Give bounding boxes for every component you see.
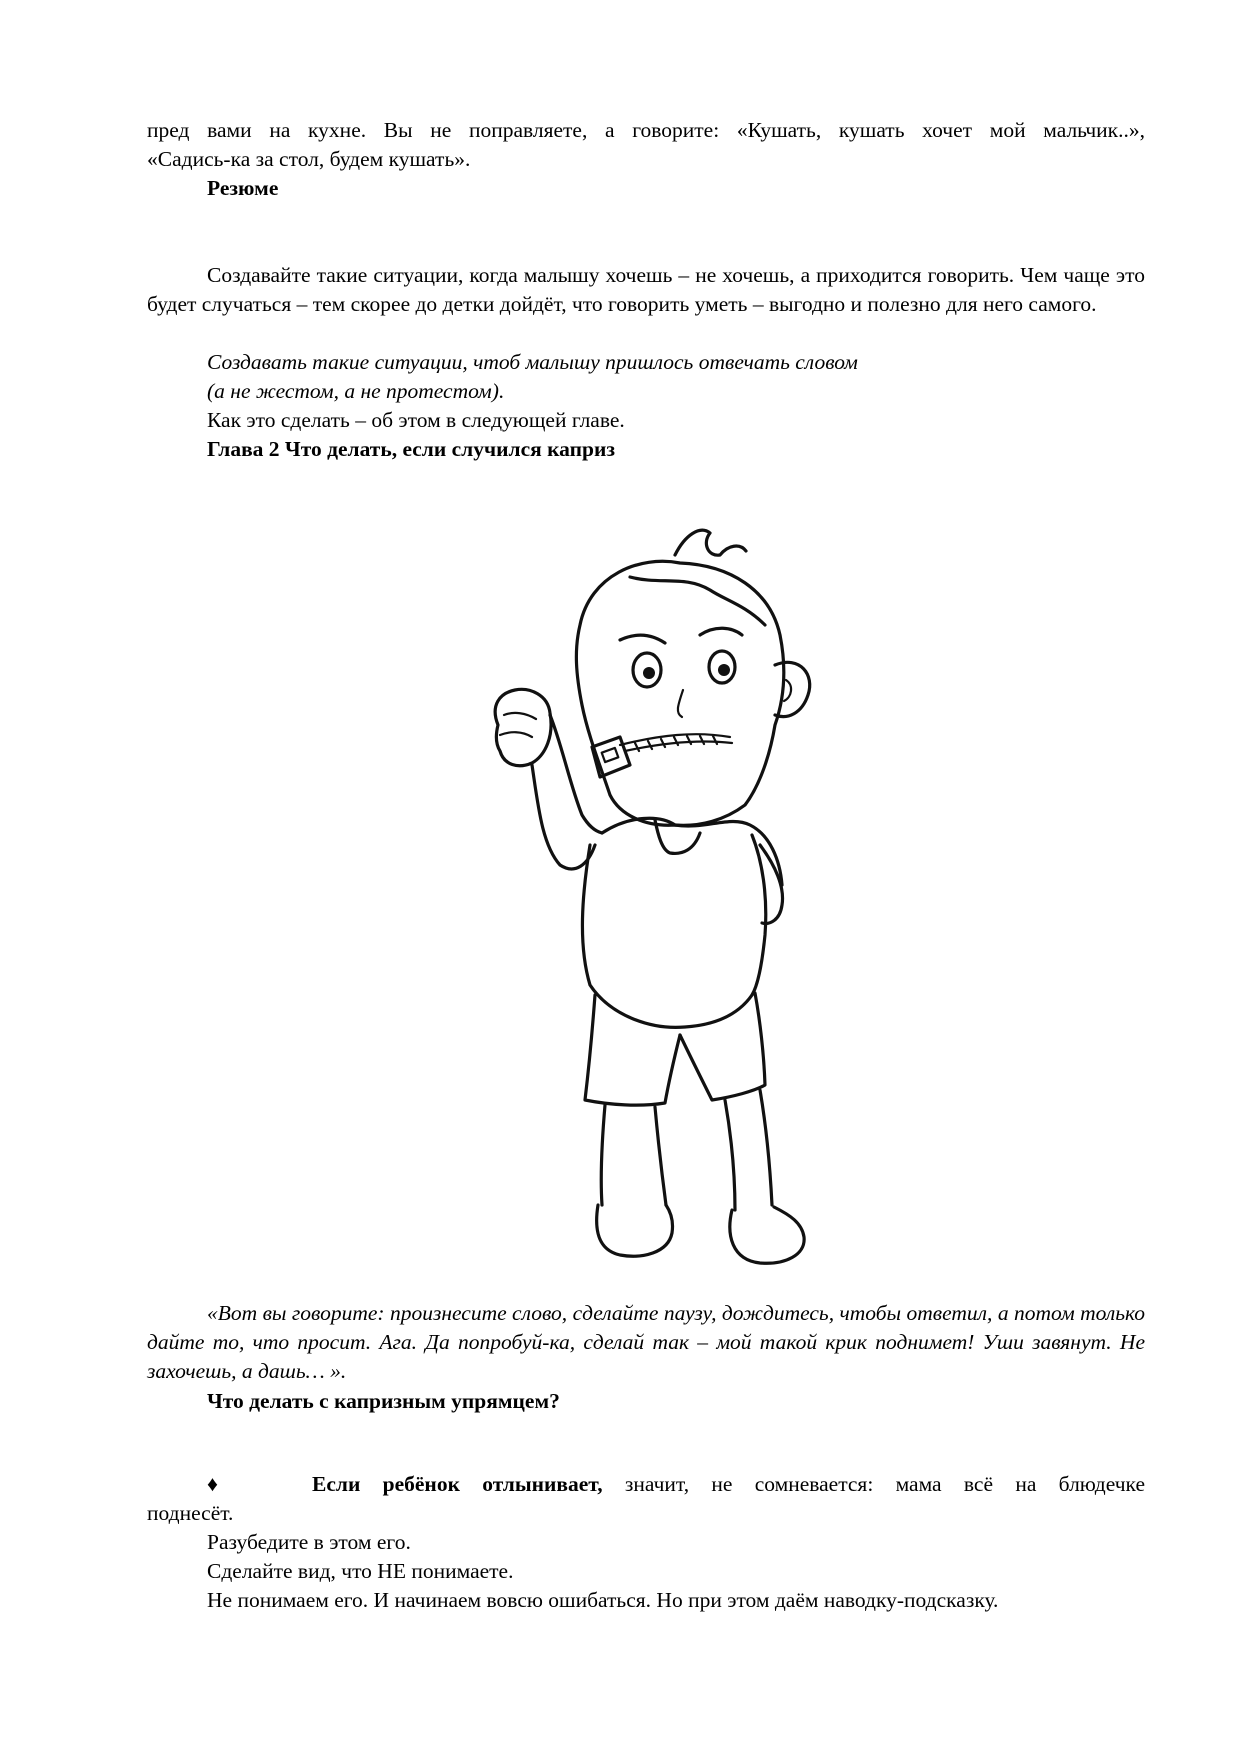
boy-with-zipped-mouth-icon (470, 515, 840, 1295)
next-chapter-line: Как это сделать – об этом в следующей главе. (207, 408, 625, 432)
bullet-bold-text: Если ребёнок отлынивает, (312, 1472, 603, 1496)
bullet-rest-text: значит, не сомневается: мама всё на блюдечке (602, 1472, 1145, 1496)
chapter-heading: Глава 2 Что делать, если случился каприз (207, 437, 616, 461)
bullet-line (312, 1470, 1145, 1499)
bullet-continuation: поднесёт. (147, 1501, 234, 1525)
line-convince: Разубедите в этом его. (207, 1530, 411, 1554)
bullet-diamond: ♦ (207, 1472, 218, 1496)
resume-paragraph: Создавайте такие ситуации, когда малышу хочешь – не хочешь, а приходится говорить. Чем чаще это будет случаться – тем скорее до детки дойдёт, что говорить уметь – выгодно и полезно для него самого. (147, 263, 1145, 316)
intro-line-2: «Садись-ка за стол, будем кушать». (147, 147, 471, 171)
quote-paragraph: «Вот вы говорите: произнесите слово, сделайте паузу, дождитесь, чтобы ответил, а потом только дайте то, что просит. Ага. Да попробуй-ка, сделай так – мой такой крик поднимет! Уши завянут. Не захочешь, а дашь… ». (147, 1301, 1145, 1383)
question-heading: Что делать с капризным упрямцем? (207, 1389, 560, 1413)
intro-line-1: пред вами на кухне. Вы не поправляете, а говорите: «Кушать, кушать хочет мой мальчик..», (147, 118, 1145, 142)
italic-line-1: Создавать такие ситуации, чтоб малышу пришлось отвечать словом (207, 350, 858, 374)
line-pretend: Сделайте вид, что НЕ понимаете. (207, 1559, 514, 1583)
italic-line-2: (а не жестом, а не протестом). (207, 379, 505, 403)
line-misunderstand: Не понимаем его. И начинаем вовсю ошибаться. Но при этом даём наводку-подсказку. (207, 1588, 999, 1612)
resume-heading: Резюме (207, 176, 279, 200)
